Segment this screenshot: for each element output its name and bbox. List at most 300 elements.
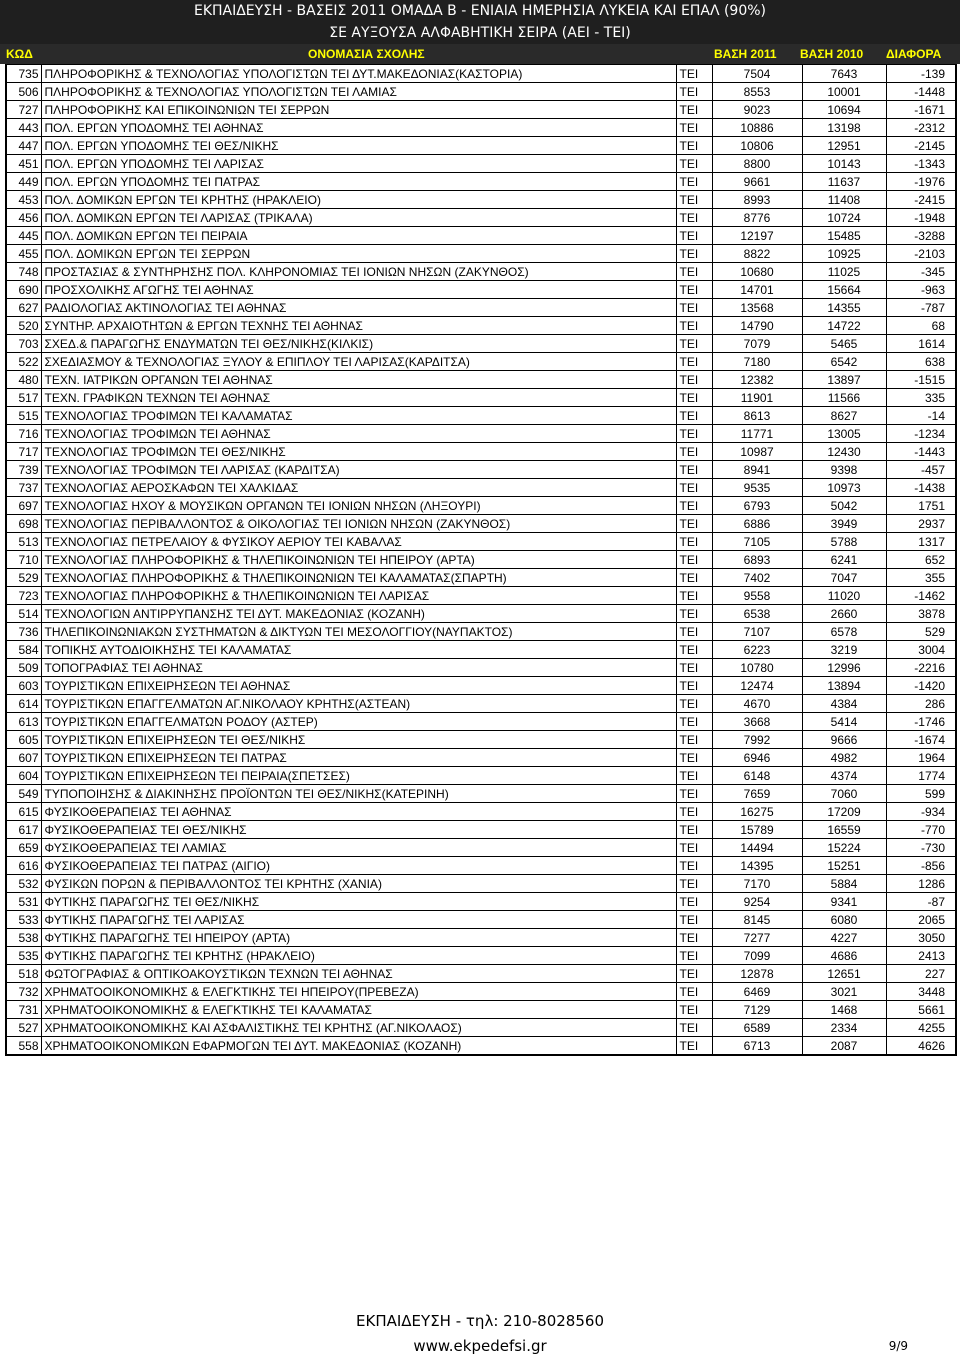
cell-base-2010: 11408 [802, 191, 886, 209]
cell-difference: 3448 [886, 983, 956, 1001]
cell-base-2011: 7107 [712, 623, 802, 641]
cell-difference: 1286 [886, 875, 956, 893]
table-row [6, 839, 956, 857]
table-row [6, 317, 956, 335]
table-row [6, 245, 956, 263]
table-row [6, 173, 956, 191]
cell-base-2010: 14722 [802, 317, 886, 335]
cell-type: ΤΕΙ [676, 803, 712, 821]
cell-type: ΤΕΙ [676, 515, 712, 533]
cell-code: 613 [6, 713, 41, 731]
cell-type: ΤΕΙ [676, 173, 712, 191]
table-row [6, 425, 956, 443]
cell-school-name: ΧΡΗΜΑΤΟΟΙΚΟΝΟΜΙΚΗΣ & ΕΛΕΓΚΤΙΚΗΣ ΤΕΙ ΗΠΕΙΡΟΥ(ΠΡΕΒΕΖΑ) [41, 983, 676, 1001]
cell-code: 659 [6, 839, 41, 857]
cell-code: 549 [6, 785, 41, 803]
table-row [6, 101, 956, 119]
cell-base-2010: 15224 [802, 839, 886, 857]
cell-base-2011: 6589 [712, 1019, 802, 1037]
table-row [6, 785, 956, 803]
cell-base-2010: 9398 [802, 461, 886, 479]
cell-type: ΤΕΙ [676, 839, 712, 857]
cell-base-2011: 9661 [712, 173, 802, 191]
cell-base-2011: 7105 [712, 533, 802, 551]
column-header-difference: ΔΙΑΦΟΡΑ [886, 47, 942, 61]
cell-school-name: ΤΟΠΙΚΗΣ ΑΥΤΟΔΙΟΙΚΗΣΗΣ ΤΕΙ ΚΑΛΑΜΑΤΑΣ [41, 641, 676, 659]
cell-base-2011: 16275 [712, 803, 802, 821]
cell-difference: 1774 [886, 767, 956, 785]
cell-base-2011: 12382 [712, 371, 802, 389]
cell-difference: 638 [886, 353, 956, 371]
cell-type: ΤΕΙ [676, 101, 712, 119]
cell-base-2011: 6223 [712, 641, 802, 659]
cell-base-2010: 12951 [802, 137, 886, 155]
cell-base-2011: 8553 [712, 83, 802, 101]
cell-school-name: ΤΕΧΝΟΛΟΓΙΩΝ ΑΝΤΙΡΡΥΠΑΝΣΗΣ ΤΕΙ ΔΥΤ. ΜΑΚΕΔΟΝΙΑΣ (ΚΟΖΑΝΗ) [41, 605, 676, 623]
cell-difference: -963 [886, 281, 956, 299]
cell-base-2011: 6946 [712, 749, 802, 767]
cell-difference: 4626 [886, 1037, 956, 1056]
cell-school-name: ΤΕΧΝΟΛΟΓΙΑΣ ΑΕΡΟΣΚΑΦΩΝ ΤΕΙ ΧΑΛΚΙΔΑΣ [41, 479, 676, 497]
cell-base-2011: 10886 [712, 119, 802, 137]
table-row [6, 479, 956, 497]
cell-base-2011: 14790 [712, 317, 802, 335]
cell-school-name: ΧΡΗΜΑΤΟΟΙΚΟΝΟΜΙΚΗΣ & ΕΛΕΓΚΤΙΚΗΣ ΤΕΙ ΚΑΛΑΜΑΤΑΣ [41, 1001, 676, 1019]
cell-difference: -934 [886, 803, 956, 821]
cell-type: ΤΕΙ [676, 605, 712, 623]
cell-code: 739 [6, 461, 41, 479]
cell-code: 455 [6, 245, 41, 263]
cell-base-2010: 12430 [802, 443, 886, 461]
cell-code: 533 [6, 911, 41, 929]
cell-type: ΤΕΙ [676, 83, 712, 101]
table-row [6, 803, 956, 821]
cell-base-2011: 12878 [712, 965, 802, 983]
cell-difference: 599 [886, 785, 956, 803]
cell-base-2011: 7099 [712, 947, 802, 965]
cell-code: 535 [6, 947, 41, 965]
table-row [6, 965, 956, 983]
cell-code: 527 [6, 1019, 41, 1037]
cell-base-2010: 9666 [802, 731, 886, 749]
cell-code: 617 [6, 821, 41, 839]
cell-type: ΤΕΙ [676, 155, 712, 173]
cell-type: ΤΕΙ [676, 1001, 712, 1019]
table-row [6, 587, 956, 605]
cell-base-2011: 12474 [712, 677, 802, 695]
cell-type: ΤΕΙ [676, 677, 712, 695]
cell-school-name: ΤΟΥΡΙΣΤΙΚΩΝ ΕΠΙΧΕΙΡΗΣΕΩΝ ΤΕΙ ΘΕΣ/ΝΙΚΗΣ [41, 731, 676, 749]
cell-difference: 3878 [886, 605, 956, 623]
cell-base-2010: 15251 [802, 857, 886, 875]
cell-school-name: ΠΡΟΣΧΟΛΙΚΗΣ ΑΓΩΓΗΣ ΤΕΙ ΑΘΗΝΑΣ [41, 281, 676, 299]
cell-base-2011: 14395 [712, 857, 802, 875]
cell-school-name: ΤΕΧΝΟΛΟΓΙΑΣ ΗΧΟΥ & ΜΟΥΣΙΚΩΝ ΟΡΓΑΝΩΝ ΤΕΙ ΙΟΝΙΩΝ ΝΗΣΩΝ (ΛΗΞΟΥΡΙ) [41, 497, 676, 515]
cell-type: ΤΕΙ [676, 317, 712, 335]
cell-school-name: ΦΥΣΙΚΟΘΕΡΑΠΕΙΑΣ ΤΕΙ ΠΑΤΡΑΣ (ΑΙΓΙΟ) [41, 857, 676, 875]
table-row [6, 209, 956, 227]
cell-base-2010: 10694 [802, 101, 886, 119]
cell-difference: -3288 [886, 227, 956, 245]
cell-code: 451 [6, 155, 41, 173]
cell-type: ΤΕΙ [676, 947, 712, 965]
cell-school-name: ΣΧΕΔΙΑΣΜΟΥ & ΤΕΧΝΟΛΟΓΙΑΣ ΞΥΛΟΥ & ΕΠΙΠΛΟΥ ΤΕΙ ΛΑΡΙΣΑΣ(ΚΑΡΔΙΤΣΑ) [41, 353, 676, 371]
cell-base-2011: 7180 [712, 353, 802, 371]
cell-difference: 68 [886, 317, 956, 335]
table-row [6, 263, 956, 281]
cell-code: 717 [6, 443, 41, 461]
table-row [6, 515, 956, 533]
cell-code: 698 [6, 515, 41, 533]
cell-base-2010: 5788 [802, 533, 886, 551]
table-row [6, 299, 956, 317]
results-table-body [6, 65, 956, 1056]
cell-base-2011: 10987 [712, 443, 802, 461]
cell-base-2011: 8145 [712, 911, 802, 929]
cell-base-2011: 8993 [712, 191, 802, 209]
table-row [6, 65, 956, 83]
cell-type: ΤΕΙ [676, 569, 712, 587]
document-title: ΕΚΠΑΙΔΕΥΣΗ - ΒΑΣΕΙΣ 2011 ΟΜΑΔΑ Β - ΕΝΙΑΙΑ ΗΜΕΡΗΣΙΑ ΛΥΚΕΙΑ ΚΑΙ ΕΠΑΛ (90%) [0, 0, 960, 22]
cell-school-name: ΠΟΛ. ΕΡΓΩΝ ΥΠΟΔΟΜΗΣ ΤΕΙ ΘΕΣ/ΝΙΚΗΣ [41, 137, 676, 155]
cell-type: ΤΕΙ [676, 623, 712, 641]
cell-school-name: ΣΥΝΤΗΡ. ΑΡΧΑΙΟΤΗΤΩΝ & ΕΡΓΩΝ ΤΕΧΝΗΣ ΤΕΙ ΑΘΗΝΑΣ [41, 317, 676, 335]
cell-type: ΤΕΙ [676, 857, 712, 875]
cell-base-2010: 11020 [802, 587, 886, 605]
cell-type: ΤΕΙ [676, 119, 712, 137]
cell-code: 607 [6, 749, 41, 767]
cell-code: 506 [6, 83, 41, 101]
cell-type: ΤΕΙ [676, 371, 712, 389]
cell-difference: -770 [886, 821, 956, 839]
cell-type: ΤΕΙ [676, 1019, 712, 1037]
cell-type: ΤΕΙ [676, 767, 712, 785]
cell-type: ΤΕΙ [676, 911, 712, 929]
cell-code: 615 [6, 803, 41, 821]
cell-base-2010: 2087 [802, 1037, 886, 1056]
cell-code: 513 [6, 533, 41, 551]
cell-school-name: ΤΕΧΝΟΛΟΓΙΑΣ ΠΕΤΡΕΛΑΙΟΥ & ΦΥΣΙΚΟΥ ΑΕΡΙΟΥ ΤΕΙ ΚΑΒΑΛΑΣ [41, 533, 676, 551]
cell-base-2011: 10780 [712, 659, 802, 677]
cell-difference: -1671 [886, 101, 956, 119]
cell-type: ΤΕΙ [676, 191, 712, 209]
cell-school-name: ΤΕΧΝΟΛΟΓΙΑΣ ΤΡΟΦΙΜΩΝ ΤΕΙ ΚΑΛΑΜΑΤΑΣ [41, 407, 676, 425]
table-row [6, 677, 956, 695]
footer-website: www.ekpedefsi.gr [413, 1337, 547, 1355]
cell-base-2011: 9558 [712, 587, 802, 605]
cell-base-2010: 15664 [802, 281, 886, 299]
cell-code: 509 [6, 659, 41, 677]
cell-school-name: ΦΥΣΙΚΟΘΕΡΑΠΕΙΑΣ ΤΕΙ ΑΘΗΝΑΣ [41, 803, 676, 821]
cell-base-2010: 1468 [802, 1001, 886, 1019]
cell-base-2010: 3219 [802, 641, 886, 659]
table-row [6, 551, 956, 569]
cell-school-name: ΦΥΤΙΚΗΣ ΠΑΡΑΓΩΓΗΣ ΤΕΙ ΚΡΗΤΗΣ (ΗΡΑΚΛΕΙΟ) [41, 947, 676, 965]
table-row [6, 1001, 956, 1019]
cell-base-2011: 6713 [712, 1037, 802, 1056]
cell-base-2010: 8627 [802, 407, 886, 425]
cell-base-2010: 4227 [802, 929, 886, 947]
cell-base-2010: 14355 [802, 299, 886, 317]
cell-code: 727 [6, 101, 41, 119]
cell-base-2010: 4686 [802, 947, 886, 965]
cell-base-2010: 6241 [802, 551, 886, 569]
table-row [6, 929, 956, 947]
table-row [6, 767, 956, 785]
cell-base-2010: 2660 [802, 605, 886, 623]
cell-base-2010: 11637 [802, 173, 886, 191]
table-row [6, 335, 956, 353]
cell-code: 605 [6, 731, 41, 749]
cell-difference: -2103 [886, 245, 956, 263]
cell-base-2011: 10806 [712, 137, 802, 155]
cell-base-2010: 13897 [802, 371, 886, 389]
cell-difference: -1420 [886, 677, 956, 695]
cell-school-name: ΤΕΧΝΟΛΟΓΙΑΣ ΠΛΗΡΟΦΟΡΙΚΗΣ & ΤΗΛΕΠΙΚΟΙΝΩΝΙΩΝ ΤΕΙ ΚΑΛΑΜΑΤΑΣ(ΣΠΑΡΤΗ) [41, 569, 676, 587]
cell-school-name: ΦΥΣΙΚΩΝ ΠΟΡΩΝ & ΠΕΡΙΒΑΛΛΟΝΤΟΣ ΤΕΙ ΚΡΗΤΗΣ (ΧΑΝΙΑ) [41, 875, 676, 893]
cell-base-2011: 14494 [712, 839, 802, 857]
cell-type: ΤΕΙ [676, 731, 712, 749]
cell-type: ΤΕΙ [676, 659, 712, 677]
table-row [6, 281, 956, 299]
cell-code: 736 [6, 623, 41, 641]
cell-base-2010: 10143 [802, 155, 886, 173]
table-row [6, 227, 956, 245]
table-row [6, 443, 956, 461]
cell-school-name: ΠΟΛ. ΕΡΓΩΝ ΥΠΟΔΟΜΗΣ ΤΕΙ ΑΘΗΝΑΣ [41, 119, 676, 137]
cell-school-name: ΡΑΔΙΟΛΟΓΙΑΣ ΑΚΤΙΝΟΛΟΓΙΑΣ ΤΕΙ ΑΘΗΝΑΣ [41, 299, 676, 317]
cell-code: 456 [6, 209, 41, 227]
cell-difference: 355 [886, 569, 956, 587]
cell-code: 517 [6, 389, 41, 407]
cell-code: 584 [6, 641, 41, 659]
cell-type: ΤΕΙ [676, 497, 712, 515]
cell-difference: 1964 [886, 749, 956, 767]
cell-base-2011: 7170 [712, 875, 802, 893]
cell-base-2011: 9023 [712, 101, 802, 119]
cell-school-name: ΤΟΥΡΙΣΤΙΚΩΝ ΕΠΑΓΓΕΛΜΑΤΩΝ ΡΟΔΟΥ (ΑΣΤΕΡ) [41, 713, 676, 731]
cell-type: ΤΕΙ [676, 209, 712, 227]
cell-base-2010: 15485 [802, 227, 886, 245]
cell-school-name: ΤΕΧΝ. ΙΑΤΡΙΚΩΝ ΟΡΓΑΝΩΝ ΤΕΙ ΑΘΗΝΑΣ [41, 371, 676, 389]
cell-base-2010: 11566 [802, 389, 886, 407]
cell-type: ΤΕΙ [676, 785, 712, 803]
cell-type: ΤΕΙ [676, 407, 712, 425]
cell-school-name: ΤΟΥΡΙΣΤΙΚΩΝ ΕΠΑΓΓΕΛΜΑΤΩΝ ΑΓ.ΝΙΚΟΛΑΟΥ ΚΡΗΤΗΣ(ΑΣΤΕΑΝ) [41, 695, 676, 713]
cell-difference: 652 [886, 551, 956, 569]
cell-difference: -457 [886, 461, 956, 479]
cell-base-2010: 5414 [802, 713, 886, 731]
cell-code: 514 [6, 605, 41, 623]
table-row [6, 353, 956, 371]
cell-base-2010: 11025 [802, 263, 886, 281]
cell-difference: -2145 [886, 137, 956, 155]
cell-school-name: ΤΕΧΝΟΛΟΓΙΑΣ ΠΛΗΡΟΦΟΡΙΚΗΣ & ΤΗΛΕΠΙΚΟΙΝΩΝΙΩΝ ΤΕΙ ΗΠΕΙΡΟΥ (ΑΡΤΑ) [41, 551, 676, 569]
cell-base-2010: 9341 [802, 893, 886, 911]
cell-school-name: ΠΛΗΡΟΦΟΡΙΚΗΣ & ΤΕΧΝΟΛΟΓΙΑΣ ΥΠΟΛΟΓΙΣΤΩΝ ΤΕΙ ΛΑΜΙΑΣ [41, 83, 676, 101]
cell-code: 732 [6, 983, 41, 1001]
table-row [6, 641, 956, 659]
cell-base-2010: 10925 [802, 245, 886, 263]
cell-code: 604 [6, 767, 41, 785]
cell-difference: -787 [886, 299, 956, 317]
cell-base-2010: 12651 [802, 965, 886, 983]
cell-school-name: ΦΥΤΙΚΗΣ ΠΑΡΑΓΩΓΗΣ ΤΕΙ ΘΕΣ/ΝΙΚΗΣ [41, 893, 676, 911]
cell-base-2011: 9254 [712, 893, 802, 911]
table-row [6, 569, 956, 587]
table-row [6, 1019, 956, 1037]
cell-base-2010: 10724 [802, 209, 886, 227]
cell-type: ΤΕΙ [676, 227, 712, 245]
cell-difference: 3004 [886, 641, 956, 659]
cell-school-name: ΤΗΛΕΠΙΚΟΙΝΩΝΙΑΚΩΝ ΣΥΣΤΗΜΑΤΩΝ & ΔΙΚΤΥΩΝ ΤΕΙ ΜΕΣΟΛΟΓΓΙΟΥ(ΝΑΥΠΑΚΤΟΣ) [41, 623, 676, 641]
cell-type: ΤΕΙ [676, 695, 712, 713]
table-row [6, 911, 956, 929]
cell-type: ΤΕΙ [676, 641, 712, 659]
cell-base-2010: 5042 [802, 497, 886, 515]
results-table [5, 64, 957, 1056]
cell-difference: 1751 [886, 497, 956, 515]
cell-type: ΤΕΙ [676, 929, 712, 947]
cell-school-name: ΤΟΥΡΙΣΤΙΚΩΝ ΕΠΙΧΕΙΡΗΣΕΩΝ ΤΕΙ ΠΑΤΡΑΣ [41, 749, 676, 767]
cell-school-name: ΦΩΤΟΓΡΑΦΙΑΣ & ΟΠΤΙΚΟΑΚΟΥΣΤΙΚΩΝ ΤΕΧΝΩΝ ΤΕΙ ΑΘΗΝΑΣ [41, 965, 676, 983]
cell-difference: 1614 [886, 335, 956, 353]
cell-school-name: ΠΟΛ. ΔΟΜΙΚΩΝ ΕΡΓΩΝ ΤΕΙ ΠΕΙΡΑΙΑ [41, 227, 676, 245]
cell-difference: 335 [886, 389, 956, 407]
cell-base-2010: 7047 [802, 569, 886, 587]
cell-difference: -345 [886, 263, 956, 281]
cell-school-name: ΤΕΧΝΟΛΟΓΙΑΣ ΠΛΗΡΟΦΟΡΙΚΗΣ & ΤΗΛΕΠΙΚΟΙΝΩΝΙΩΝ ΤΕΙ ΛΑΡΙΣΑΣ [41, 587, 676, 605]
cell-base-2010: 2334 [802, 1019, 886, 1037]
cell-school-name: ΦΥΣΙΚΟΘΕΡΑΠΕΙΑΣ ΤΕΙ ΛΑΜΙΑΣ [41, 839, 676, 857]
cell-code: 447 [6, 137, 41, 155]
cell-type: ΤΕΙ [676, 551, 712, 569]
cell-base-2010: 13894 [802, 677, 886, 695]
cell-code: 531 [6, 893, 41, 911]
cell-base-2010: 6542 [802, 353, 886, 371]
cell-school-name: ΤΟΥΡΙΣΤΙΚΩΝ ΕΠΙΧΕΙΡΗΣΕΩΝ ΤΕΙ ΠΕΙΡΑΙΑ(ΣΠΕΤΣΕΣ) [41, 767, 676, 785]
table-row [6, 191, 956, 209]
cell-base-2010: 4384 [802, 695, 886, 713]
cell-base-2010: 5884 [802, 875, 886, 893]
cell-type: ΤΕΙ [676, 479, 712, 497]
cell-difference: 1317 [886, 533, 956, 551]
cell-base-2010: 16559 [802, 821, 886, 839]
cell-difference: -2312 [886, 119, 956, 137]
cell-code: 538 [6, 929, 41, 947]
cell-difference: -87 [886, 893, 956, 911]
cell-code: 480 [6, 371, 41, 389]
cell-difference: 286 [886, 695, 956, 713]
cell-code: 529 [6, 569, 41, 587]
cell-base-2011: 7079 [712, 335, 802, 353]
table-row [6, 749, 956, 767]
cell-base-2011: 6538 [712, 605, 802, 623]
cell-type: ΤΕΙ [676, 461, 712, 479]
cell-type: ΤΕΙ [676, 713, 712, 731]
cell-school-name: ΠΟΛ. ΕΡΓΩΝ ΥΠΟΔΟΜΗΣ ΤΕΙ ΠΑΤΡΑΣ [41, 173, 676, 191]
cell-base-2010: 3949 [802, 515, 886, 533]
cell-code: 522 [6, 353, 41, 371]
cell-difference: -1674 [886, 731, 956, 749]
cell-code: 627 [6, 299, 41, 317]
cell-base-2011: 6469 [712, 983, 802, 1001]
cell-type: ΤΕΙ [676, 1037, 712, 1056]
cell-type: ΤΕΙ [676, 389, 712, 407]
cell-base-2011: 4670 [712, 695, 802, 713]
cell-code: 716 [6, 425, 41, 443]
cell-base-2010: 10973 [802, 479, 886, 497]
cell-type: ΤΕΙ [676, 263, 712, 281]
cell-type: ΤΕΙ [676, 749, 712, 767]
cell-base-2011: 7659 [712, 785, 802, 803]
cell-code: 710 [6, 551, 41, 569]
table-row [6, 623, 956, 641]
column-header-base-2011: ΒΑΣΗ 2011 [714, 47, 777, 61]
cell-base-2011: 6886 [712, 515, 802, 533]
cell-school-name: ΧΡΗΜΑΤΟΟΙΚΟΝΟΜΙΚΩΝ ΕΦΑΡΜΟΓΩΝ ΤΕΙ ΔΥΤ. ΜΑΚΕΔΟΝΙΑΣ (ΚΟΖΑΝΗ) [41, 1037, 676, 1056]
cell-code: 558 [6, 1037, 41, 1056]
cell-code: 737 [6, 479, 41, 497]
cell-base-2010: 17209 [802, 803, 886, 821]
table-row [6, 659, 956, 677]
column-header-base-2010: ΒΑΣΗ 2010 [800, 47, 864, 61]
cell-code: 443 [6, 119, 41, 137]
table-row [6, 983, 956, 1001]
cell-difference: -730 [886, 839, 956, 857]
cell-base-2011: 7402 [712, 569, 802, 587]
cell-school-name: ΠΟΛ. ΔΟΜΙΚΩΝ ΕΡΓΩΝ ΤΕΙ ΣΕΡΡΩΝ [41, 245, 676, 263]
cell-school-name: ΠΛΗΡΟΦΟΡΙΚΗΣ ΚΑΙ ΕΠΙΚΟΙΝΩΝΙΩΝ ΤΕΙ ΣΕΡΡΩΝ [41, 101, 676, 119]
cell-difference: -856 [886, 857, 956, 875]
table-row [6, 893, 956, 911]
cell-base-2011: 11771 [712, 425, 802, 443]
cell-base-2011: 14701 [712, 281, 802, 299]
cell-difference: -1462 [886, 587, 956, 605]
cell-base-2011: 11901 [712, 389, 802, 407]
cell-code: 697 [6, 497, 41, 515]
table-row [6, 137, 956, 155]
cell-school-name: ΠΡΟΣΤΑΣΙΑΣ & ΣΥΝΤΗΡΗΣΗΣ ΠΟΛ. ΚΛΗΡΟΝΟΜΙΑΣ ΤΕΙ ΙΟΝΙΩΝ ΝΗΣΩΝ (ΖΑΚΥΝΘΟΣ) [41, 263, 676, 281]
table-row [6, 947, 956, 965]
cell-difference: -1948 [886, 209, 956, 227]
table-row [6, 371, 956, 389]
cell-code: 532 [6, 875, 41, 893]
table-row [6, 389, 956, 407]
cell-base-2011: 10680 [712, 263, 802, 281]
cell-difference: -1515 [886, 371, 956, 389]
cell-type: ΤΕΙ [676, 443, 712, 461]
cell-school-name: ΣΧΕΔ.& ΠΑΡΑΓΩΓΗΣ ΕΝΔΥΜΑΤΩΝ ΤΕΙ ΘΕΣ/ΝΙΚΗΣ(ΚΙΛΚΙΣ) [41, 335, 676, 353]
cell-base-2010: 4982 [802, 749, 886, 767]
cell-base-2011: 7129 [712, 1001, 802, 1019]
cell-code: 453 [6, 191, 41, 209]
cell-school-name: ΦΥΣΙΚΟΘΕΡΑΠΕΙΑΣ ΤΕΙ ΘΕΣ/ΝΙΚΗΣ [41, 821, 676, 839]
cell-type: ΤΕΙ [676, 965, 712, 983]
cell-base-2011: 9535 [712, 479, 802, 497]
cell-code: 515 [6, 407, 41, 425]
cell-difference: 2413 [886, 947, 956, 965]
cell-base-2010: 12996 [802, 659, 886, 677]
column-header-code: ΚΩΔ [6, 47, 33, 61]
table-row [6, 695, 956, 713]
page-number: 9/9 [888, 1339, 908, 1353]
cell-base-2011: 8941 [712, 461, 802, 479]
cell-type: ΤΕΙ [676, 353, 712, 371]
document-subtitle: ΣΕ ΑΥΞΟΥΣΑ ΑΛΦΑΒΗΤΙΚΗ ΣΕΙΡΑ (ΑΕΙ - ΤΕΙ) [0, 22, 960, 44]
cell-code: 690 [6, 281, 41, 299]
cell-code: 616 [6, 857, 41, 875]
